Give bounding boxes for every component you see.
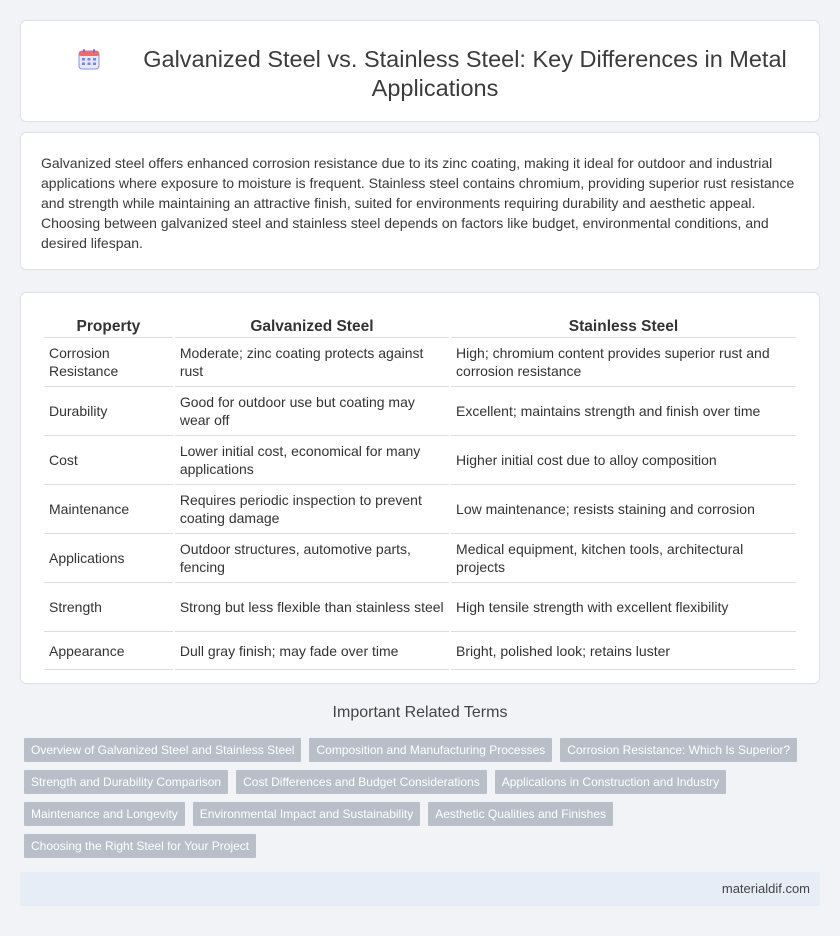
galvanized-cell: Dull gray finish; may fade over time	[175, 632, 449, 670]
table-row	[44, 338, 796, 387]
related-terms-heading: Important Related Terms	[332, 704, 508, 721]
property-cell: Applications	[44, 534, 173, 583]
property-cell: Corrosion Resistance	[44, 338, 173, 387]
stainless-cell: Low maintenance; resists staining and corrosion	[451, 485, 796, 534]
related-term-tag[interactable]: Overview of Galvanized Steel and Stainless Steel	[24, 738, 301, 762]
header-galvanized: Galvanized Steel	[175, 315, 449, 338]
footer	[20, 872, 820, 906]
intro-card	[20, 132, 820, 270]
footer-site-link[interactable]: materialdif.com	[721, 881, 810, 896]
related-term-tag[interactable]: Applications in Construction and Industry	[495, 770, 726, 794]
page-title: Galvanized Steel vs. Stainless Steel: Key Differences in Metal Applications	[143, 46, 787, 101]
related-term-tag[interactable]: Corrosion Resistance: Which Is Superior?	[560, 738, 797, 762]
table-row	[44, 534, 796, 583]
property-cell: Durability	[44, 387, 173, 436]
related-term-tag[interactable]: Composition and Manufacturing Processes	[309, 738, 552, 762]
related-term-tag[interactable]: Strength and Durability Comparison	[24, 770, 228, 794]
stainless-cell: Excellent; maintains strength and finish over time	[451, 387, 796, 436]
table-row	[44, 485, 796, 534]
property-cell: Strength	[44, 583, 173, 632]
galvanized-cell: Moderate; zinc coating protects against rust	[175, 338, 449, 387]
galvanized-cell: Lower initial cost, economical for many applications	[175, 436, 449, 485]
stainless-cell: High; chromium content provides superior rust and corrosion resistance	[451, 338, 796, 387]
table-header-row	[44, 315, 796, 338]
stainless-cell: High tensile strength with excellent flexibility	[451, 583, 796, 632]
header-property: Property	[44, 315, 173, 338]
header-stainless: Stainless Steel	[451, 315, 796, 338]
stainless-cell: Higher initial cost due to alloy composition	[451, 436, 796, 485]
related-term-tag[interactable]: Maintenance and Longevity	[24, 802, 185, 826]
galvanized-cell: Strong but less flexible than stainless steel	[175, 583, 449, 632]
table-row	[44, 632, 796, 670]
galvanized-cell: Good for outdoor use but coating may wear off	[175, 387, 449, 436]
stainless-cell: Bright, polished look; retains luster	[451, 632, 796, 670]
header-card	[20, 20, 820, 122]
intro-paragraph: Galvanized steel offers enhanced corrosion resistance due to its zinc coating, making it ideal for outdoor and industrial applications where exposure to moisture is frequent. Stainless steel contains chromium, providing superior rust resistance and strength while maintaining an attractive finish, suited for environments requiring durability and aesthetic appeal. Choosing between galvanized steel and stainless steel depends on factors like budget, environmental conditions, and desired lifespan.	[41, 155, 795, 251]
stainless-cell: Medical equipment, kitchen tools, architectural projects	[451, 534, 796, 583]
comparison-table-card	[20, 292, 820, 684]
related-term-tag[interactable]: Aesthetic Qualities and Finishes	[428, 802, 613, 826]
table-row	[44, 436, 796, 485]
table-row	[44, 387, 796, 436]
related-terms-list	[24, 738, 804, 858]
property-cell: Appearance	[44, 632, 173, 670]
related-term-tag[interactable]: Environmental Impact and Sustainability	[193, 802, 420, 826]
galvanized-cell: Outdoor structures, automotive parts, fencing	[175, 534, 449, 583]
related-term-tag[interactable]: Choosing the Right Steel for Your Project	[24, 834, 256, 858]
property-cell: Maintenance	[44, 485, 173, 534]
table-row	[44, 583, 796, 632]
comparison-table	[42, 315, 798, 670]
galvanized-cell: Requires periodic inspection to prevent coating damage	[175, 485, 449, 534]
property-cell: Cost	[44, 436, 173, 485]
related-term-tag[interactable]: Cost Differences and Budget Considerations	[236, 770, 487, 794]
